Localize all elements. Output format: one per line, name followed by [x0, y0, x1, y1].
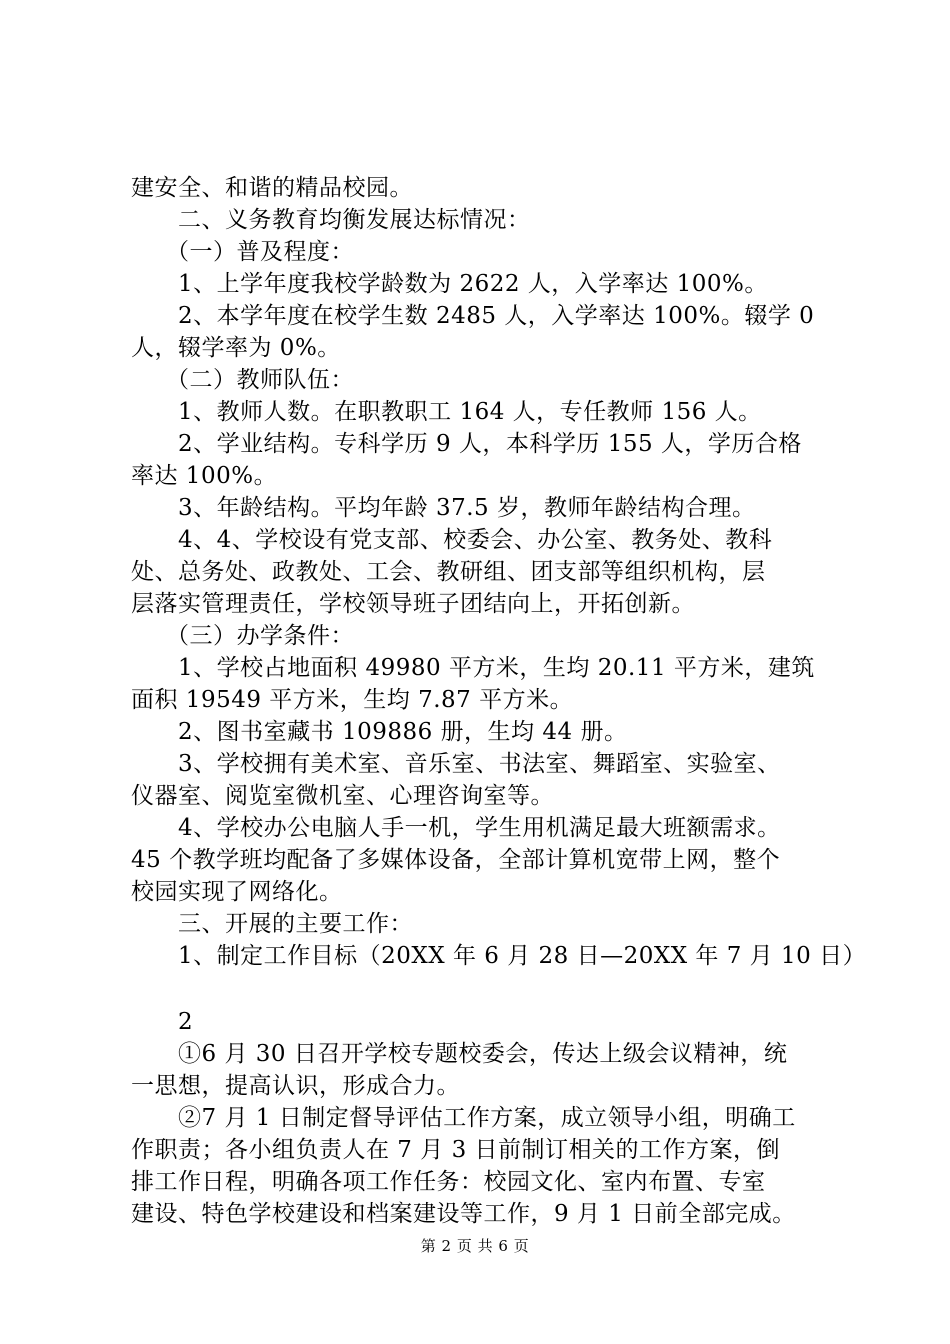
page-number-footer: 第 2 页 共 6 页 — [420, 1237, 530, 1255]
text-line: 建安全、和谐的精品校园。 — [131, 175, 413, 201]
text-line: 2、本学年度在校学生数 2485 人，入学率达 100%。辍学 0 — [178, 303, 815, 329]
text-line: 2 — [178, 1009, 194, 1035]
subsection-heading: （二）教师队伍： — [166, 367, 354, 393]
text-line: 1、学校占地面积 49980 平方米，生均 20.11 平方米，建筑 — [178, 655, 815, 681]
text-line: 1、制定工作目标（20XX 年 6 月 28 日—20XX 年 7 月 10 日） — [178, 943, 867, 969]
text-line: 面积 19549 平方米，生均 7.87 平方米。 — [131, 687, 574, 713]
text-line: 建设、特色学校建设和档案建设等工作，9 月 1 日前全部完成。 — [131, 1201, 796, 1227]
text-line: 率达 100%。 — [131, 463, 278, 489]
text-line: 排工作日程，明确各项工作任务：校园文化、室内布置、专室 — [131, 1169, 766, 1195]
text-line: ②7 月 1 日制定督导评估工作方案，成立领导小组，明确工 — [178, 1105, 796, 1131]
text-line: 仪器室、阅览室微机室、心理咨询室等。 — [131, 783, 554, 809]
text-line: 一思想，提高认识，形成合力。 — [131, 1073, 460, 1099]
text-line: 处、总务处、政教处、工会、教研组、团支部等组织机构，层 — [131, 559, 766, 585]
paragraph-gap — [131, 972, 831, 1006]
text-line: 3、学校拥有美术室、音乐室、书法室、舞蹈室、实验室、 — [178, 751, 781, 777]
text-line: 层落实管理责任，学校领导班子团结向上，开拓创新。 — [131, 591, 695, 617]
text-line: 人，辍学率为 0%。 — [131, 335, 341, 361]
document-body — [131, 172, 867, 1230]
section-heading: 二、义务教育均衡发展达标情况： — [178, 207, 531, 233]
text-line: 4、4、学校设有党支部、校委会、办公室、教务处、教科 — [178, 527, 773, 553]
text-line: 2、学业结构。专科学历 9 人，本科学历 155 人，学历合格 — [178, 431, 802, 457]
text-line: 45 个教学班均配备了多媒体设备，全部计算机宽带上网，整个 — [131, 847, 781, 873]
section-heading: 三、开展的主要工作： — [178, 911, 413, 937]
text-line: 1、上学年度我校学龄数为 2622 人，入学率达 100%。 — [178, 271, 768, 297]
text-line: ①6 月 30 日召开学校专题校委会，传达上级会议精神，统 — [178, 1041, 788, 1067]
text-line: 2、图书室藏书 109886 册，生均 44 册。 — [178, 719, 628, 745]
text-line: 4、学校办公电脑人手一机，学生用机满足最大班额需求。 — [178, 815, 781, 841]
text-line: 作职责；各小组负责人在 7 月 3 日前制订相关的工作方案，倒 — [131, 1137, 781, 1163]
text-line: 1、教师人数。在职教职工 164 人，专任教师 156 人。 — [178, 399, 762, 425]
text-line: 校园实现了网络化。 — [131, 879, 343, 905]
subsection-heading: （三）办学条件： — [166, 623, 354, 649]
subsection-heading: （一）普及程度： — [166, 239, 354, 265]
text-line: 3、年龄结构。平均年龄 37.5 岁，教师年龄结构合理。 — [178, 495, 756, 521]
